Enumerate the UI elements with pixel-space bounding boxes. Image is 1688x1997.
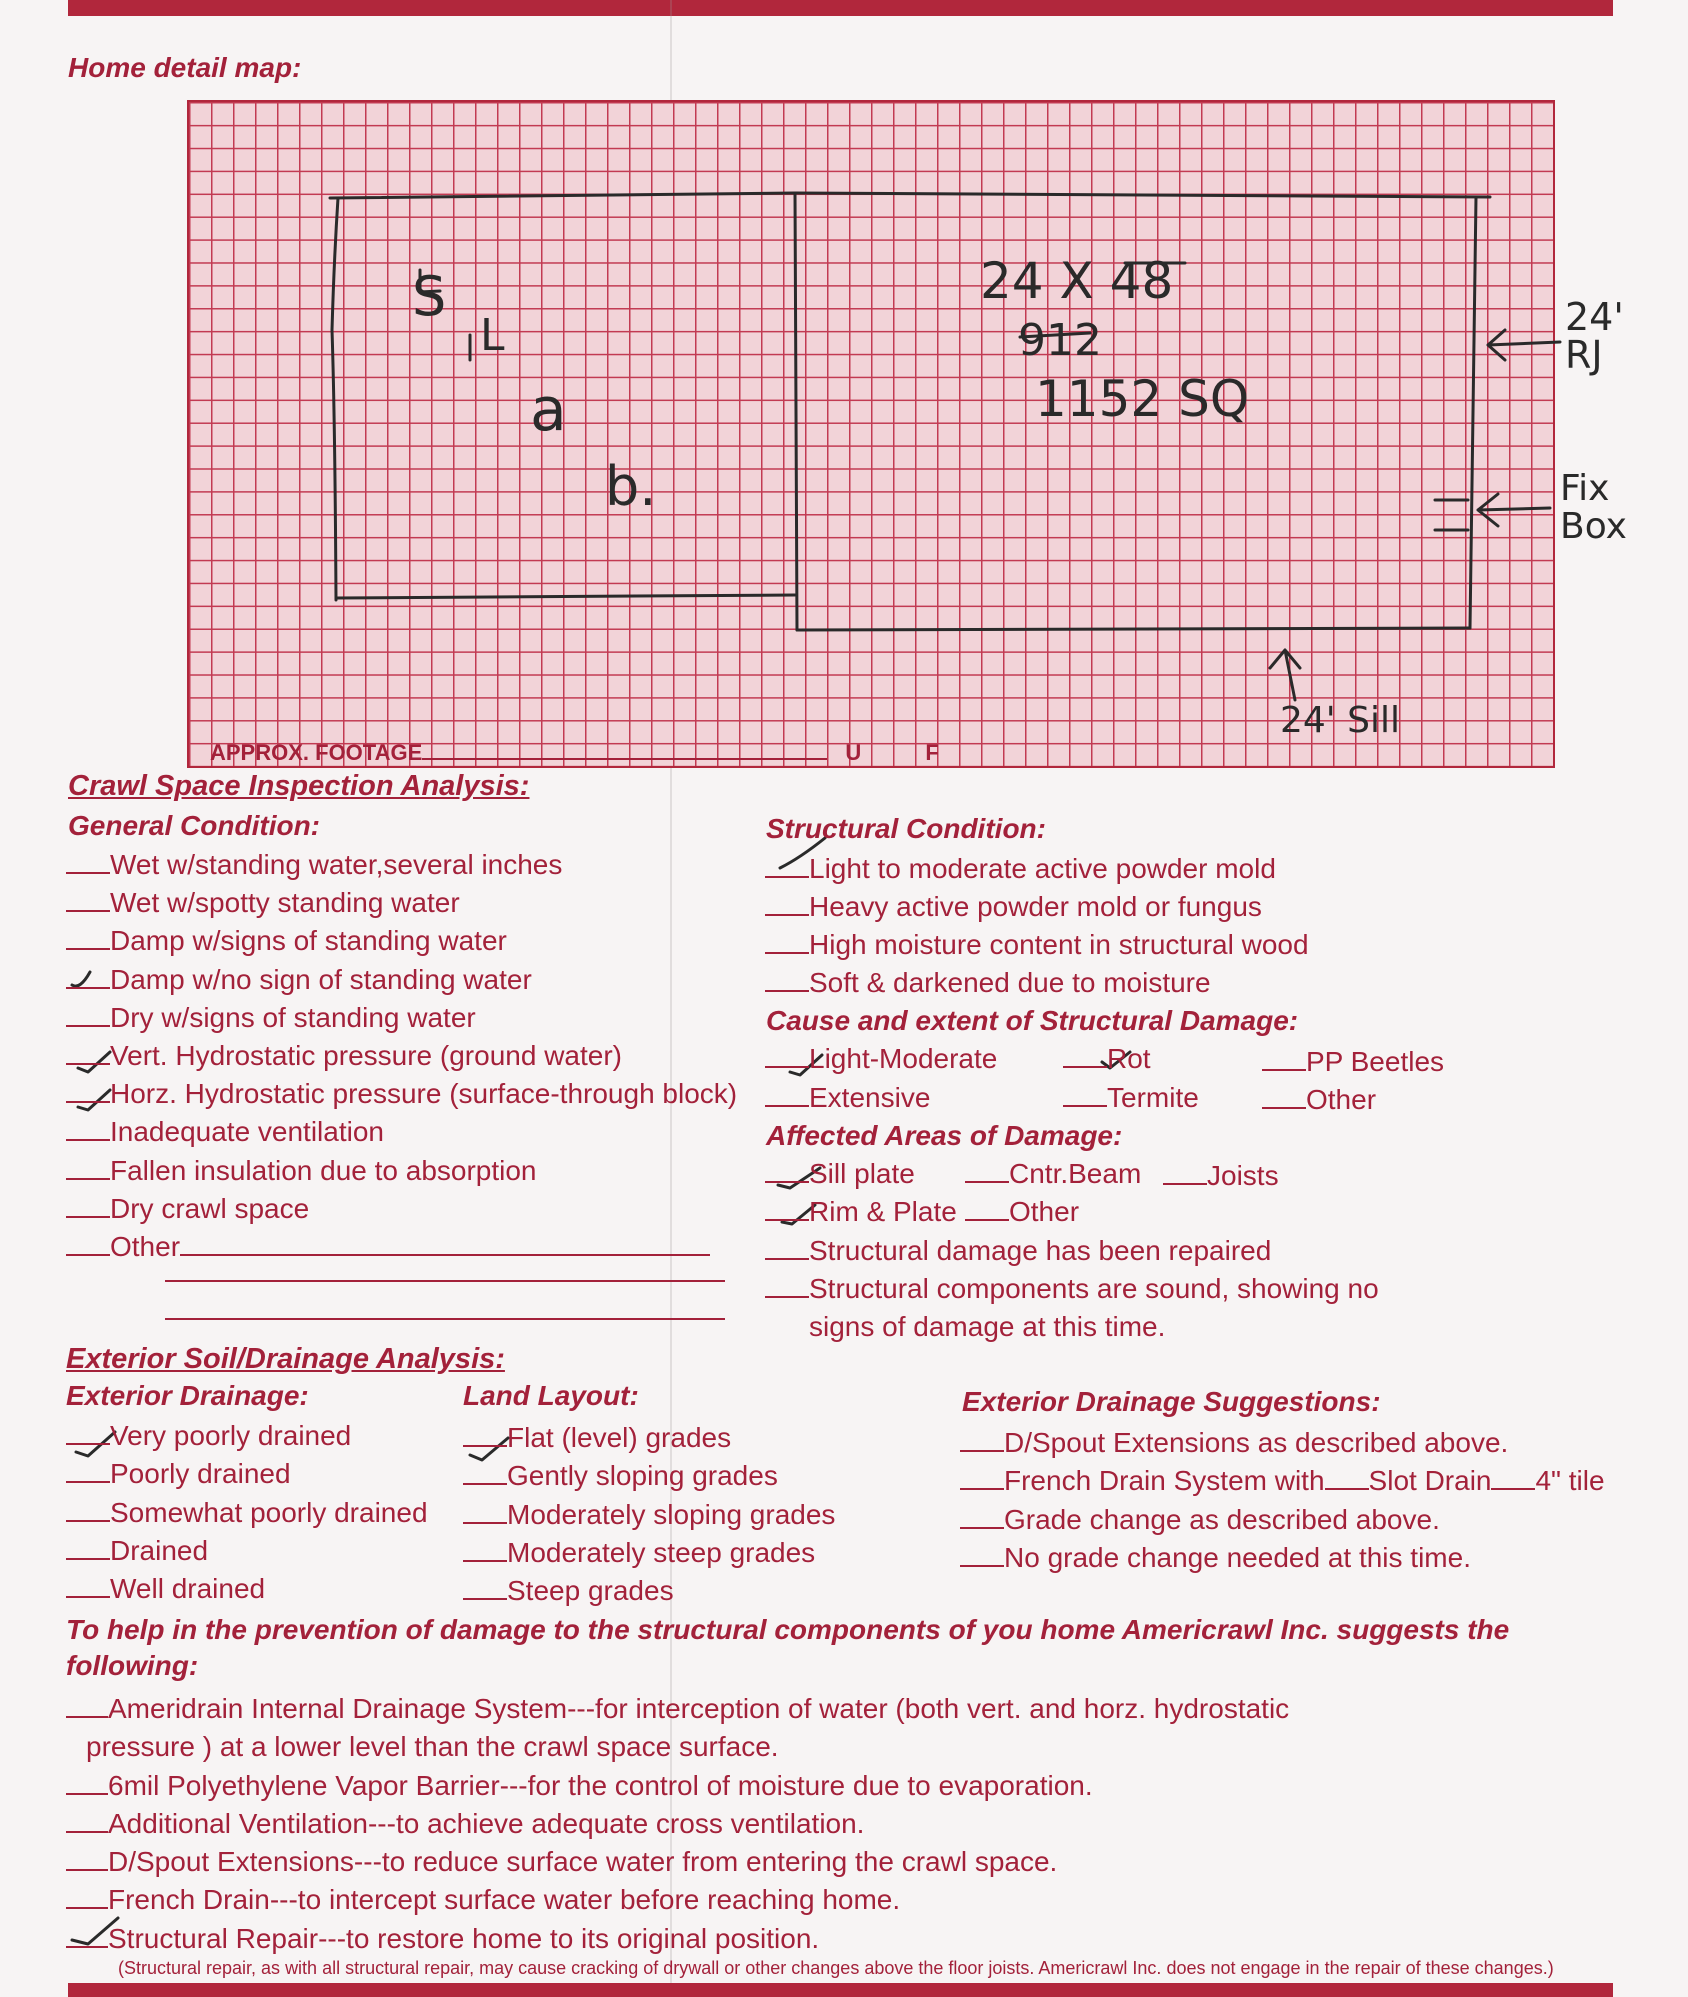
prevention-french-drain[interactable]: French Drain---to intercept surface water before reaching home.: [66, 1881, 1289, 1919]
drainage-item[interactable]: Very poorly drained: [66, 1417, 428, 1455]
hand-area: 1152 SQ: [1035, 370, 1250, 428]
prevention-ventilation[interactable]: Additional Ventilation---to achieve adequate cross ventilation.: [66, 1805, 1289, 1843]
general-item-other[interactable]: Other: [66, 1228, 737, 1266]
structural-item[interactable]: Light to moderate active powder mold: [765, 850, 1309, 888]
structural-item[interactable]: High moisture content in structural wood: [765, 926, 1309, 964]
land-layout-title: Land Layout:: [463, 1380, 639, 1411]
bottom-rule: [68, 1983, 1613, 1997]
structural-condition-list: [765, 850, 1309, 1002]
prevention-heading: To help in the prevention of damage to the structural components of you home Americrawl Inc. suggests the: [66, 1614, 1510, 1645]
prevention-vapor-barrier[interactable]: 6mil Polyethylene Vapor Barrier---for the control of moisture due to evaporation.: [66, 1767, 1289, 1805]
general-item[interactable]: Dry crawl space: [66, 1190, 737, 1228]
sketch-middle-wall: [795, 193, 797, 630]
general-item[interactable]: Fallen insulation due to absorption: [66, 1152, 737, 1190]
sketch-right-wall: [1470, 197, 1476, 628]
hand-letter-b: b.: [605, 455, 657, 518]
hand-note-sill: 24' Sill: [1280, 700, 1401, 741]
components-sound[interactable]: Structural components are sound, showing no: [765, 1273, 1379, 1305]
drainage-item[interactable]: Well drained: [66, 1570, 428, 1608]
crawl-space-heading: Crawl Space Inspection Analysis:: [68, 770, 530, 802]
cause-termite[interactable]: Termite: [1063, 1082, 1199, 1114]
general-item[interactable]: Horz. Hydrostatic pressure (surface-through block): [66, 1075, 737, 1113]
arrow-fix: [1478, 494, 1550, 526]
land-item[interactable]: Moderately steep grades: [463, 1534, 835, 1572]
unit-f: F: [925, 740, 939, 765]
drainage-item[interactable]: Poorly drained: [66, 1455, 428, 1493]
affected-other[interactable]: Other: [965, 1196, 1079, 1228]
structural-item[interactable]: Soft & darkened due to moisture: [765, 964, 1309, 1002]
general-item[interactable]: Damp w/signs of standing water: [66, 922, 737, 960]
general-item[interactable]: Wet w/spotty standing water: [66, 884, 737, 922]
general-item[interactable]: Vert. Hydrostatic pressure (ground water): [66, 1037, 737, 1075]
hand-note-fix: Fix Box: [1560, 468, 1627, 547]
prevention-list: [66, 1690, 1289, 1958]
general-item[interactable]: Dry w/signs of standing water: [66, 999, 737, 1037]
sketch-top-wall: [330, 193, 1490, 198]
land-item[interactable]: Gently sloping grades: [463, 1457, 835, 1495]
sketch-left-wall: [332, 198, 338, 600]
cause-extensive[interactable]: Extensive: [765, 1082, 930, 1114]
general-item[interactable]: Wet w/standing water,several inches: [66, 846, 737, 884]
affected-title: Affected Areas of Damage:: [766, 1120, 1123, 1151]
land-item[interactable]: Moderately sloping grades: [463, 1496, 835, 1534]
damage-repaired[interactable]: Structural damage has been repaired: [765, 1235, 1271, 1267]
exterior-heading: Exterior Soil/Drainage Analysis:: [66, 1343, 505, 1375]
cause-light-moderate[interactable]: Light-Moderate: [765, 1043, 997, 1075]
hand-letter-a: a: [530, 375, 567, 445]
footnote: (Structural repair, as with all structural repair, may cause cracking of drywall or other changes above the floor joists. Americrawl Inc. does not engage in the repair of these changes.): [118, 1958, 1554, 1978]
exterior-drainage-list: [66, 1417, 428, 1608]
suggestion-french-drain[interactable]: French Drain System with Slot Drain 4" tile: [960, 1462, 1605, 1500]
land-item[interactable]: Flat (level) grades: [463, 1419, 835, 1457]
other-line-3[interactable]: [165, 1318, 725, 1320]
general-condition-title: General Condition:: [68, 810, 320, 841]
cause-title: Cause and extent of Structural Damage:: [766, 1005, 1299, 1036]
hand-note-rj: 24' RJ: [1565, 295, 1624, 377]
land-item[interactable]: Steep grades: [463, 1572, 835, 1610]
structural-condition-title: Structural Condition:: [766, 813, 1046, 844]
general-item[interactable]: Inadequate ventilation: [66, 1113, 737, 1151]
arrow-sill: [1270, 650, 1300, 700]
footage-blank[interactable]: [422, 738, 827, 760]
hand-letter-s: S: [412, 265, 447, 328]
structural-item[interactable]: Heavy active powder mold or fungus: [765, 888, 1309, 926]
sketch-left-bottom-wall: [336, 595, 795, 598]
page-title: Home detail map:: [68, 52, 302, 83]
unit-u: U: [845, 740, 862, 765]
sketch-right-bottom-wall: [797, 628, 1470, 630]
cause-rot[interactable]: Rot: [1063, 1043, 1151, 1075]
affected-rim-plate[interactable]: Rim & Plate: [765, 1196, 957, 1228]
suggestion-dspout[interactable]: D/Spout Extensions as described above.: [960, 1424, 1605, 1462]
components-sound-cont: signs of damage at this time.: [809, 1311, 1166, 1342]
general-item[interactable]: Damp w/no sign of standing water: [66, 961, 737, 999]
affected-cntr-beam[interactable]: Cntr.Beam: [965, 1158, 1141, 1190]
prevention-dspout[interactable]: D/Spout Extensions---to reduce surface water from entering the crawl space.: [66, 1843, 1289, 1881]
approx-footage-label: [210, 738, 939, 766]
prevention-heading-cont: following:: [66, 1650, 199, 1681]
hand-struck: 912: [1018, 315, 1102, 366]
affected-sill-plate[interactable]: Sill plate: [765, 1158, 915, 1190]
exterior-drainage-title: Exterior Drainage:: [66, 1380, 309, 1411]
suggestions-list: [960, 1424, 1605, 1577]
footage-label-text: APPROX. FOOTAGE: [210, 740, 423, 765]
cause-pp-beetles[interactable]: PP Beetles: [1262, 1046, 1444, 1078]
cause-other[interactable]: Other: [1262, 1084, 1376, 1116]
suggestion-grade-change[interactable]: Grade change as described above.: [960, 1501, 1605, 1539]
drainage-item[interactable]: Drained: [66, 1532, 428, 1570]
arrow-rj: [1488, 330, 1560, 360]
drainage-item[interactable]: Somewhat poorly drained: [66, 1494, 428, 1532]
prevention-ameridrain[interactable]: Ameridrain Internal Drainage System---for interception of water (both vert. and horz. hydrostatic: [66, 1690, 1289, 1728]
hand-letter-l: L: [480, 310, 505, 361]
general-condition-list: [66, 846, 737, 1266]
suggestions-title: Exterior Drainage Suggestions:: [962, 1386, 1381, 1417]
prevention-structural-repair[interactable]: Structural Repair---to restore home to its original position.: [66, 1920, 1289, 1958]
fix-box-mark: [1435, 500, 1468, 530]
suggestion-no-grade[interactable]: No grade change needed at this time.: [960, 1539, 1605, 1577]
affected-joists[interactable]: Joists: [1163, 1160, 1279, 1192]
prevention-ameridrain-cont: pressure ) at a lower level than the crawl space surface.: [86, 1731, 779, 1763]
hand-dimensions: 24 X 48: [980, 252, 1174, 310]
land-layout-list: [463, 1419, 835, 1610]
other-line-2[interactable]: [165, 1280, 725, 1282]
